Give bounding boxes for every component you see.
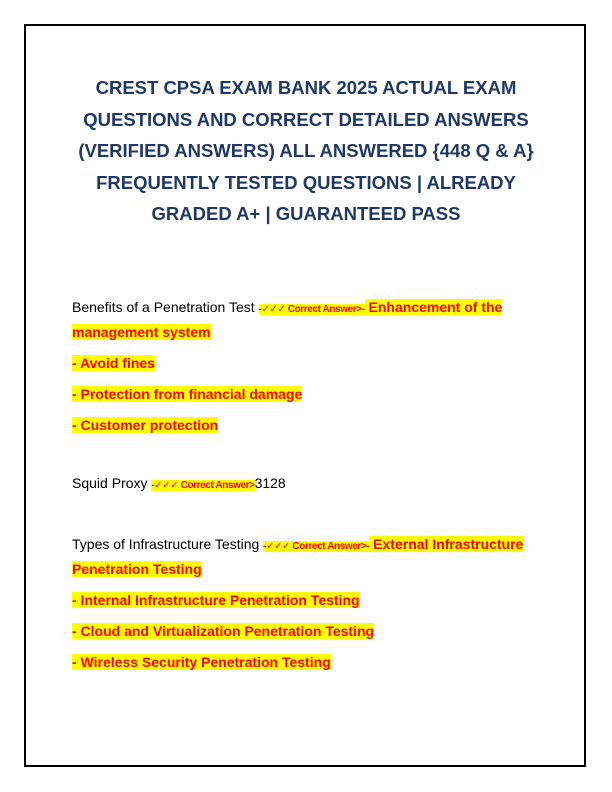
correct-answer-marker: -✓✓✓ Correct Answer>- bbox=[258, 304, 365, 315]
answer-item: - Avoid fines bbox=[72, 355, 155, 371]
answer-text: External Infrastructure bbox=[369, 536, 524, 552]
title-line: (VERIFIED ANSWERS) ALL ANSWERED {448 Q & A} bbox=[78, 140, 534, 162]
qa-item-infrastructure-testing-types bbox=[72, 533, 552, 673]
answer-item: - Internal Infrastructure Penetration Testing bbox=[72, 592, 360, 608]
qa-item-squid-proxy bbox=[72, 472, 552, 497]
answer-text: 3128 bbox=[254, 475, 286, 491]
answer-text: Penetration Testing bbox=[72, 561, 202, 577]
title-line: GRADED A+ | GUARANTEED PASS bbox=[151, 203, 461, 225]
answer-text: management system bbox=[72, 324, 211, 340]
question-text: Benefits of a Penetration Test bbox=[72, 299, 255, 315]
qa-item-penetration-test-benefits bbox=[72, 296, 552, 436]
question-text: Squid Proxy bbox=[72, 475, 148, 491]
answer-text: Enhancement of the bbox=[364, 299, 503, 315]
document-title bbox=[60, 72, 552, 230]
title-line: QUESTIONS AND CORRECT DETAILED ANSWERS bbox=[83, 108, 529, 130]
answer-item: - Cloud and Virtualization Penetration Testing bbox=[72, 623, 375, 639]
title-line: CREST CPSA EXAM BANK 2025 ACTUAL EXAM bbox=[95, 77, 517, 98]
correct-answer-marker: -✓✓✓ Correct Answer> bbox=[151, 480, 255, 491]
title-line: FREQUENTLY TESTED QUESTIONS | ALREADY bbox=[96, 171, 516, 193]
question-text: Types of Infrastructure Testing bbox=[72, 536, 260, 552]
answer-item: - Customer protection bbox=[72, 417, 219, 433]
answer-item: - Protection from financial damage bbox=[72, 386, 303, 402]
answer-item: - Wireless Security Penetration Testing bbox=[72, 654, 331, 670]
correct-answer-marker: -✓✓✓ Correct Answer>- bbox=[263, 541, 370, 552]
